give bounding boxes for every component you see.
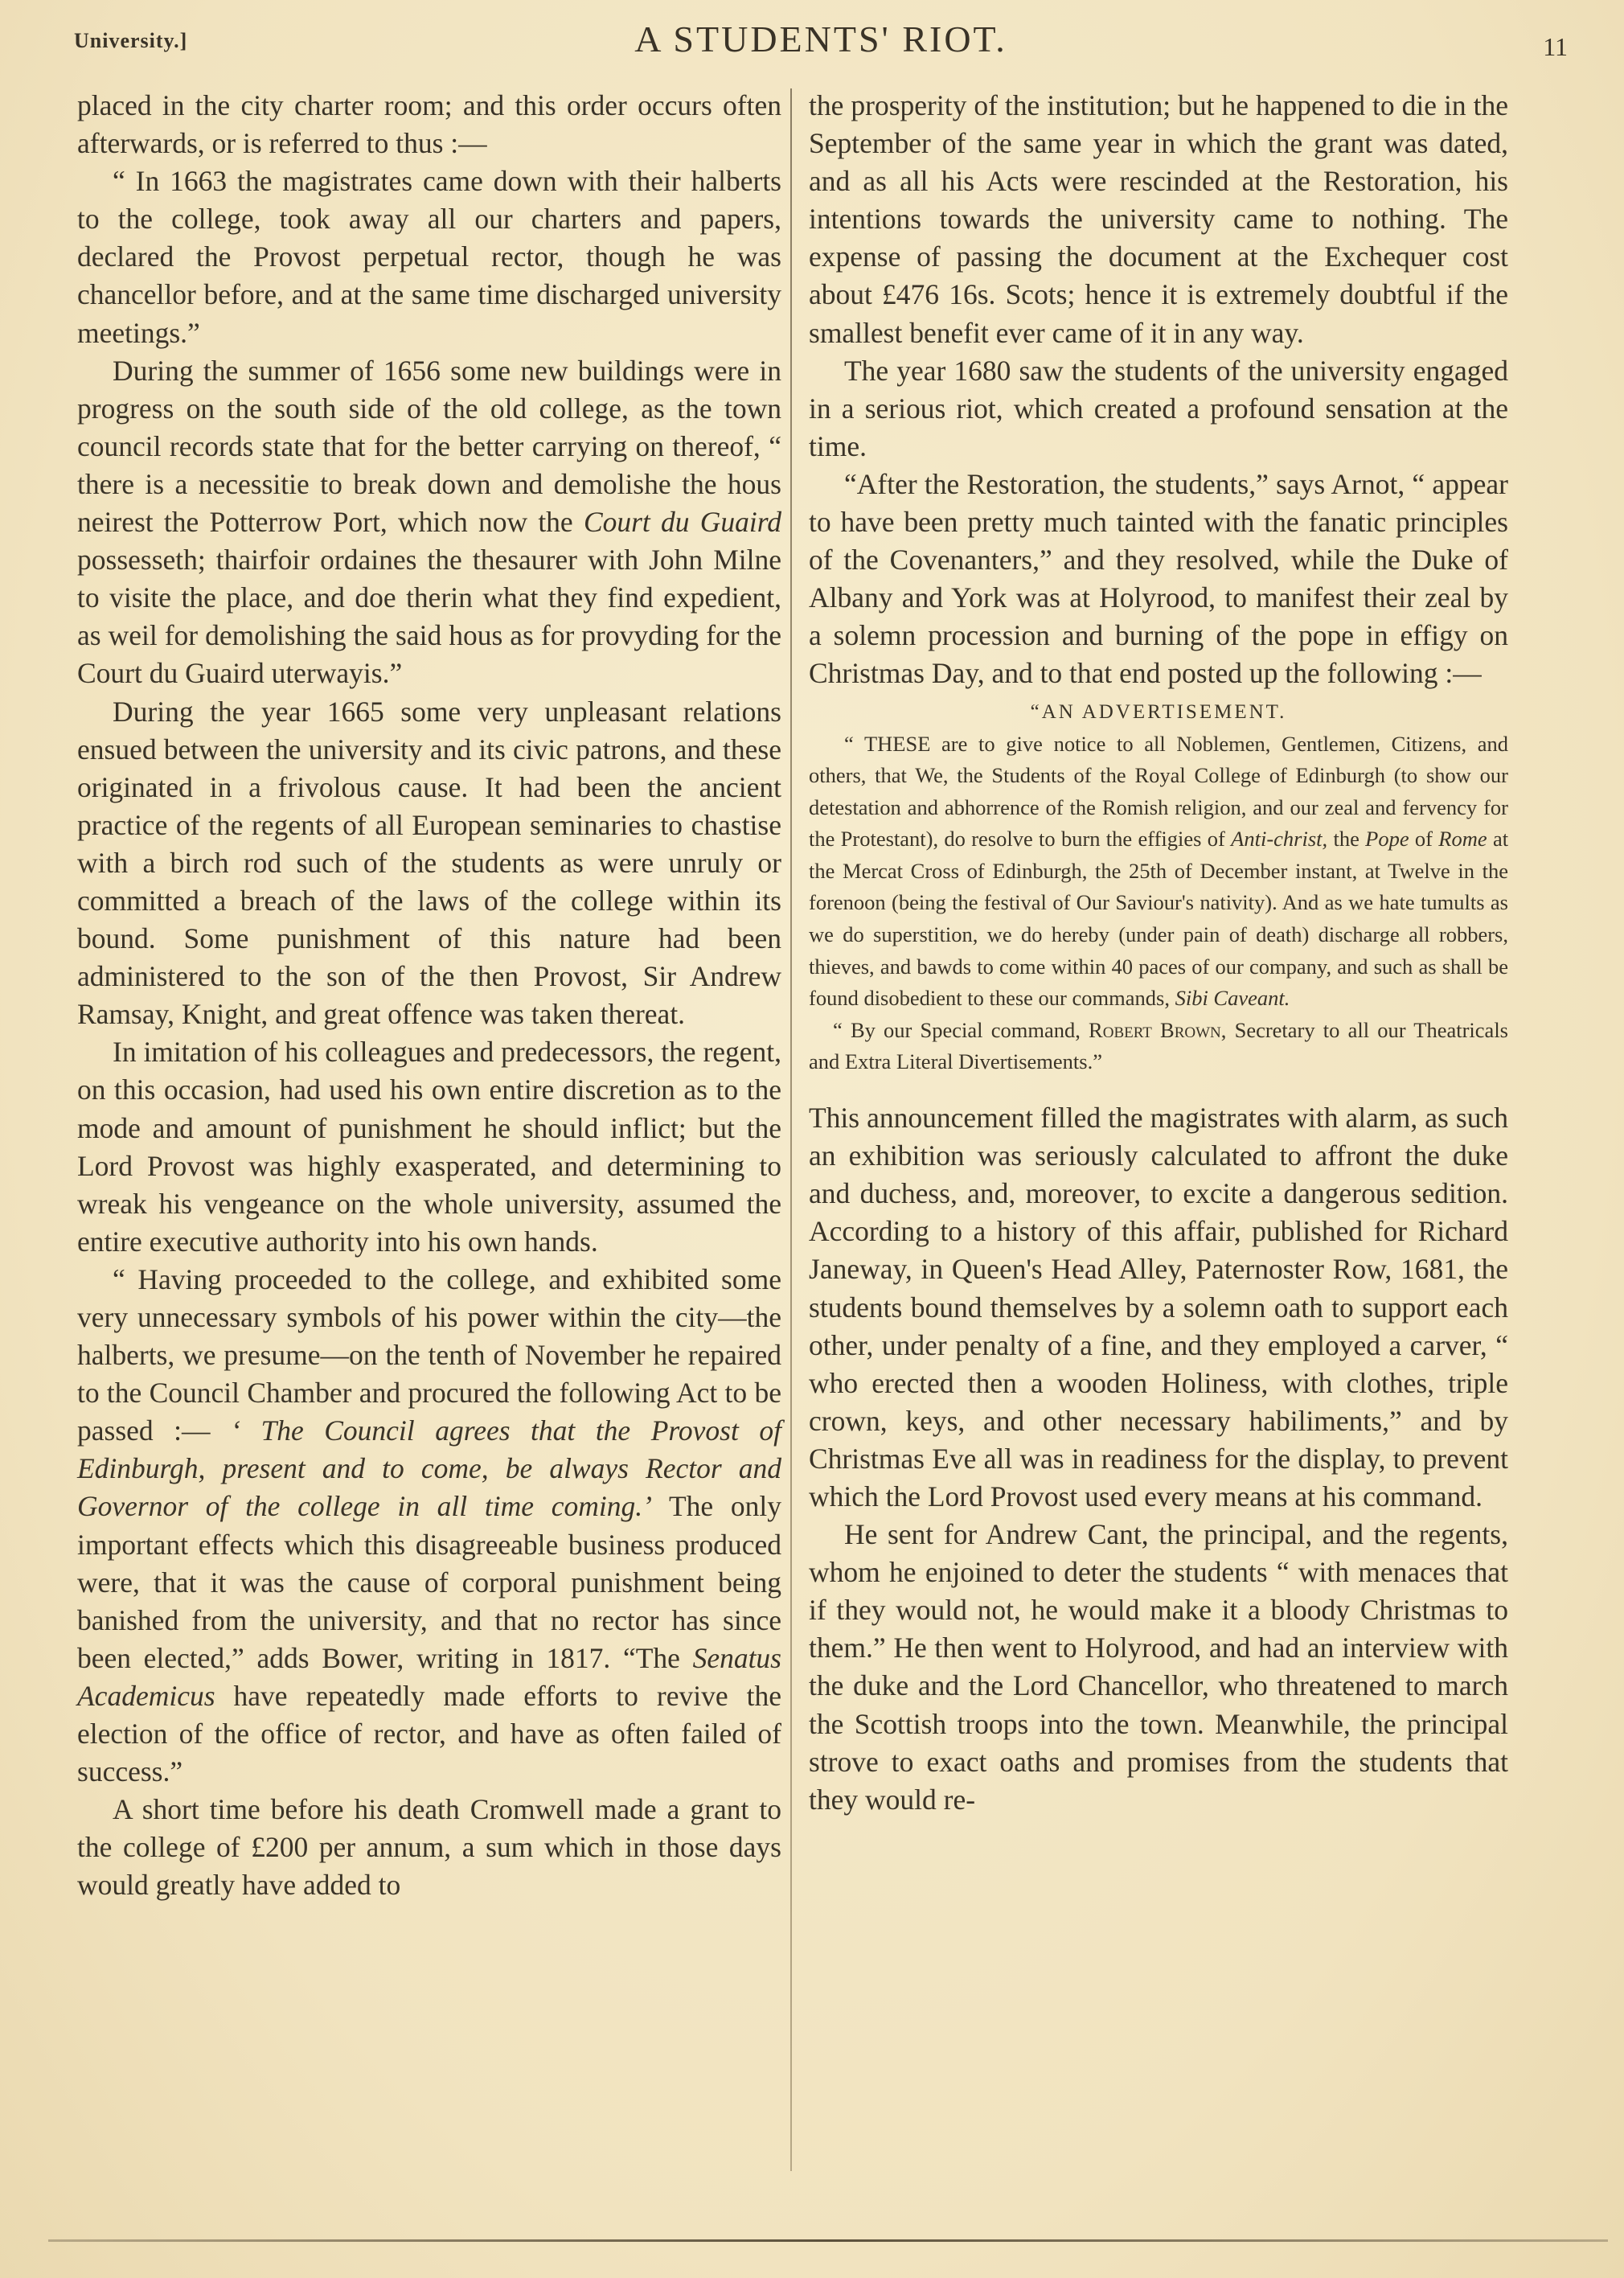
signer-name: Robert Brown,	[1089, 1017, 1227, 1042]
quote-paragraph: “ In 1663 the magistrates came down with their halberts to the college, took away all our charters and papers, declared the Provost perpetual rector, though he was chancellor before, and at the same time discharged university meetings.”	[77, 165, 781, 349]
text-run: The only important effects which this disagreeable business produced were, that it was the cause of corporal punishment being banished from the university, and that no rector has since been elected,” adds Bower, writing in 1817. “The	[77, 1490, 782, 1674]
italic-text: Rome	[1438, 827, 1487, 852]
page-header	[74, 14, 1568, 63]
text-run: Secretary to all our Theatricals and Extra Literal Divertisements.”	[809, 1017, 1508, 1074]
paragraph	[77, 352, 781, 693]
italic-text: Court du Guaird	[583, 506, 782, 539]
paragraph: The year 1680 saw the students of the university engaged in a serious riot, which created a profound sensation at the time.	[809, 354, 1508, 462]
paragraph: A short time before his death Cromwell made a grant to the college of £200 per annum, a sum which in those days would greatly have added to	[77, 1793, 781, 1902]
text-run: possesseth; thairfoir ordaines the thesaurer with John Milne to visite the place, and doe therin what they find expedient, as weil for demolishing the said hous as for provyding for the Court du Guaird uterwayis.”	[77, 544, 781, 690]
text-run: at the Mercat Cross of Edinburgh, the 25th of December instant, at Twelve in the forenoon (being the festival of Our Saviour's nativity). And as we hate tumults as we do superstition, we do hereby (under pain of death) discharge all robbers, thieves, and bawds to come within 40 paces of our company, and such as shall be found disobedient to these our commands,	[809, 827, 1509, 1011]
text-run: of	[1414, 827, 1433, 852]
bottom-rule	[48, 2239, 1608, 2242]
right-column	[809, 87, 1508, 1819]
text-run: During the summer of 1656 some new buildings were in progress on the south side of the old college, as the town council records state that for the better carrying on thereof, “ there is a necessitie to break down and demolishe the hous neirest the Potterrow Port, which now the	[77, 354, 781, 539]
paragraph: In imitation of his colleagues and predecessors, the regent, on this occasion, had used his own entire discretion as to the mode and amount of punishment he should inflict; but the Lord Provost was highly exasperated, and determining to wreak his vengeance on the whole university, assumed the entire executive authority into his own hands.	[77, 1036, 782, 1258]
running-head-section: University.]	[74, 29, 188, 52]
text-run: the	[1333, 827, 1359, 852]
paragraph: During the year 1665 some very unpleasant relations ensued between the university and its civic patrons, and these originated in a frivolous cause. It had been the ancient practice of the regents of all European seminaries to chastise with a birch rod such of the students as were unruly or committed a breach of the laws of the college within its bound. Some punishment of this nature had been administered to the son of the then Provost, Sir Andrew Ramsay, Knight, and great offence was taken thereat.	[77, 695, 781, 1031]
paragraph: “After the Restoration, the students,” says Arnot, “ appear to have been pretty much tainted with the fanatic principles of the Covenanters,” and they resolved, while the Duke of Albany and York was at Holyrood, to manifest their zeal by a solemn procession and burning of the pope in effigy on Christmas Day, and to that end posted up the following :—	[809, 467, 1508, 690]
italic-text: Senatus Academicus	[77, 1641, 781, 1712]
quote-paragraph	[77, 1261, 781, 1791]
italic-text: Anti-christ,	[1231, 827, 1328, 852]
paragraph: the prosperity of the institution; but he happened to die in the September of the same year in which the grant was dated, and as all his Acts were rescinded at the Restoration, his intentions towards the university came to nothing. The expense of passing the document at the Exchequer cost about £476 16s. Scots; hence it is extremely doubtful if the smallest benefit ever came of it in any way.	[809, 89, 1508, 349]
page-number: 11	[1543, 32, 1568, 61]
italic-text: Pope	[1365, 827, 1409, 852]
text-run: “ By our Special command,	[833, 1017, 1081, 1042]
advertisement	[809, 696, 1508, 1079]
text-run: “ THESE are to give notice to all Noblemen, Gentlemen, Citizens, and others, that We, the Students of the Royal College of Edinburgh (to show our detestation and abhorrence of the Romish religion, and our zeal and fervency for the Protestant), do resolve to burn the effigies of	[809, 731, 1508, 852]
paragraph: placed in the city charter room; and this order occurs often afterwards, or is referred to thus :—	[77, 89, 781, 160]
italic-text: Sibi Caveant.	[1175, 986, 1290, 1011]
advertisement-body	[809, 729, 1508, 1015]
paragraph: This announcement filled the magistrates with alarm, as such an exhibition was seriously calculated to affront the duke and duchess, and, moreover, to excite a dangerous sedition. According to a history of this affair, published for Richard Janeway, in Queen's Head Alley, Paternoster Row, 1681, the students bound themselves by a solemn oath to support each other, under penalty of a fine, and they employed a carver, “ who erected then a wooden Holiness, with clothes, triple crown, keys, and other necessary habiliments,” and by Christmas Eve all was in readiness for the display, to prevent which the Lord Provost used every means at his command.	[809, 1102, 1508, 1513]
spacer	[809, 1078, 1508, 1099]
running-head-title: A STUDENTS' RIOT.	[634, 18, 1007, 60]
column-divider	[790, 88, 792, 2171]
text-run: have repeatedly made efforts to revive the election of the office of rector, and have as often failed of success.”	[77, 1679, 782, 1788]
text-run: “ Having proceeded to the college, and exhibited some very unnecessary symbols of his power within the city—the halberts, we presume—on the tenth of November he repaired to the Council Chamber and procured the following Act to be passed :—	[77, 1262, 781, 1447]
paragraph: He sent for Andrew Cant, the principal, and the regents, whom he enjoined to deter the students “ with menaces that if they would not, he would make it a bloody Christmas to them.” He then went to Holyrood, and had an interview with the duke and the Lord Chancellor, who threatened to march the Scottish troops into the town. Meanwhile, the principal strove to exact oaths and promises from the students that they would re-	[809, 1518, 1508, 1816]
advertisement-title: “AN ADVERTISEMENT.	[1030, 700, 1287, 723]
italic-act: ‘ The Council agrees that the Provost of Edinburgh, present and to come, be always Rector and Governor of the college in all time coming.’	[77, 1414, 781, 1523]
advertisement-signature	[809, 1015, 1508, 1078]
left-column	[77, 87, 781, 1905]
